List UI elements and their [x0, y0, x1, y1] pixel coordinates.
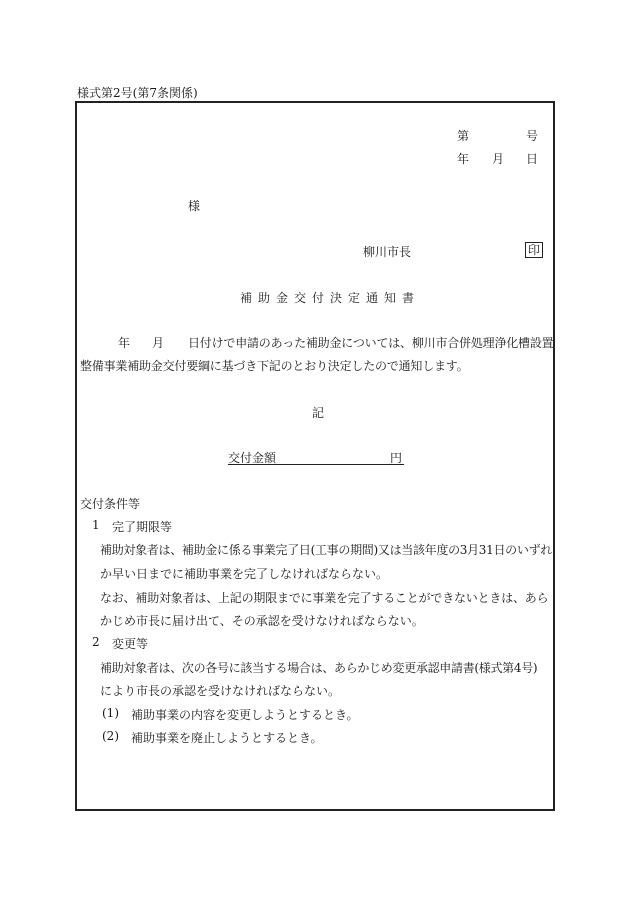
sub1-text: 補助事業の内容を変更しようとするとき。 [131, 708, 359, 722]
document-title: 補助金交付決定通知書 [240, 291, 421, 305]
item1-para2-line2: かじめ市長に届け出て、その承認を受けなければならない。 [100, 614, 424, 628]
body-line-1: 日付けで申請のあった補助金については、柳川市合併処理浄化槽設置 [188, 336, 554, 350]
amount-line [228, 449, 404, 465]
item1-para1-line1: 補助対象者は、補助金に係る事業完了日(工事の期間)又は当該年度の3月31日のいずれ [100, 543, 552, 557]
form-number-label: 様式第2号(第7条関係) [77, 86, 198, 100]
sub2-text: 補助事業を廃止しようとするとき。 [131, 731, 323, 745]
item2-para1-line1: 補助対象者は、次の各号に該当する場合は、あらかじめ変更承認申請書(様式第4号) [100, 661, 538, 675]
item1-number: 1 [92, 518, 100, 532]
item2-para1-line2: により市長の承認を受けなければならない。 [100, 684, 341, 698]
amount-label: 交付金額 [228, 451, 277, 465]
sub1-number: (1) [102, 706, 119, 720]
item1-title: 完了期限等 [112, 520, 173, 534]
number-prefix: 第 [457, 129, 470, 143]
date-day: 日 [526, 152, 539, 166]
sub2-number: (2) [102, 729, 119, 743]
amount-unit: 円 [389, 451, 402, 465]
addressee-suffix: 様 [188, 199, 201, 213]
item2-number: 2 [92, 635, 100, 649]
item2-title: 変更等 [112, 637, 149, 651]
body-month: 月 [152, 336, 165, 350]
seal-mark: 印 [525, 242, 543, 258]
conditions-heading: 交付条件等 [80, 497, 141, 511]
date-year: 年 [457, 152, 470, 166]
number-suffix: 号 [526, 129, 539, 143]
item1-para2-line1: なお、補助対象者は、上記の期限までに事業を完了することができないときは、あら [100, 591, 549, 605]
date-month: 月 [492, 152, 505, 166]
amount-underline [228, 464, 404, 465]
body-year: 年 [118, 336, 131, 350]
issuer-name: 柳川市長 [363, 245, 412, 259]
item1-para1-line2: か早い日までに補助事業を完了しなければならない。 [100, 567, 389, 581]
body-line-2: 整備事業補助金交付要綱に基づき下記のとおり決定したので通知します。 [80, 359, 469, 373]
ki-mark: 記 [312, 406, 325, 420]
